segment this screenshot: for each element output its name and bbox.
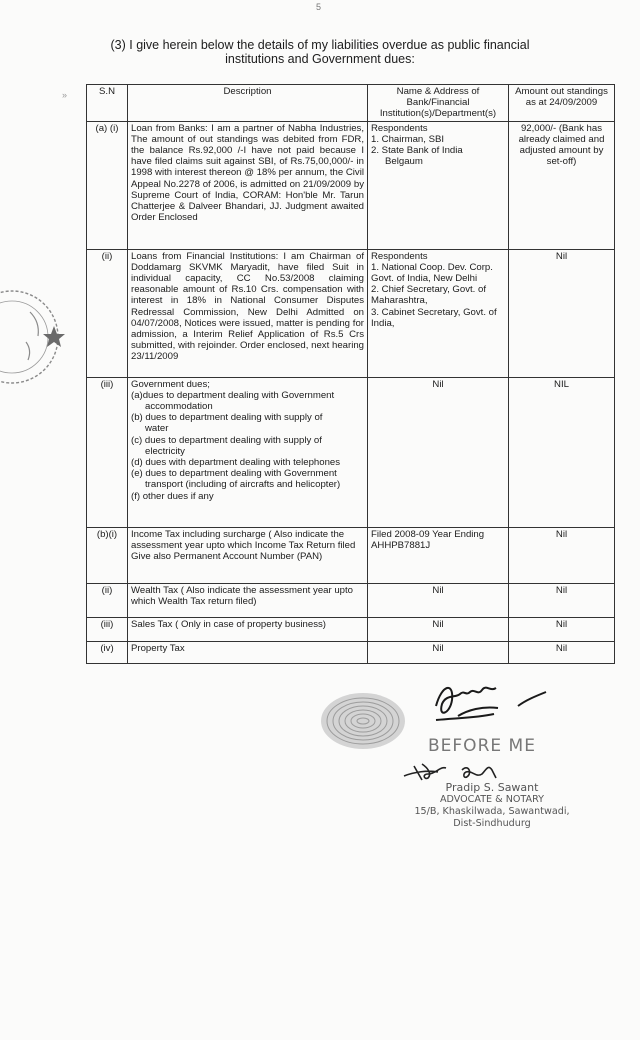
row-b-i-description: Income Tax including surcharge ( Also indicate the assessment year upto which Income Tax Return filed Give also Permanent Account Number (PAN) <box>128 527 368 583</box>
table-row <box>87 583 615 617</box>
row-b-iii-name-address: Nil <box>368 617 509 641</box>
row-a-iii-sn: (iii) <box>87 377 128 527</box>
row-a-ii-description: Loans from Financial Institutions: I am Chairman of Doddamarg SKVMK Maryadit, have filed Suit in individual capacity, CC No.53/2008 claiming reasonable amount of Rs.10 Crs. compensation with interest in 18% in National Consumer Disputes Redressal Commission, New Delhi Admitted on 04/07/2008, Notices were issued, matter is pending for admission, a Interim Relief Application of Rs.5 Crs submitted, with rejoinder. Order enclosed, next hearing 23/11/2009 <box>128 249 368 377</box>
govt-dues-item-c-cont: electricity <box>145 445 185 457</box>
row-a-i-party-2: 2. State Bank of India <box>371 145 463 157</box>
row-a-iii-description <box>128 377 368 527</box>
row-a-iii-name-address: Nil <box>368 377 509 527</box>
row-b-iv-amount: Nil <box>509 641 615 663</box>
header-amount: Amount out standings as at 24/09/2009 <box>509 85 615 122</box>
row-b-ii-name-address: Nil <box>368 583 509 617</box>
row-a-iii-title: Government dues; <box>131 378 210 390</box>
row-b-iii-description: Sales Tax ( Only in case of property business) <box>128 617 368 641</box>
row-a-ii-amount: Nil <box>509 249 615 377</box>
table-header-row <box>87 85 615 122</box>
row-b-i-amount: Nil <box>509 527 615 583</box>
govt-dues-item-c: (c) dues to department dealing with supply of <box>131 434 322 446</box>
notary-address-2: Dist-Sindhudurg <box>453 818 531 829</box>
row-b-i-name-address: Filed 2008-09 Year Ending AHHPB7881J <box>368 527 509 583</box>
row-b-ii-amount: Nil <box>509 583 615 617</box>
table-row <box>87 249 615 377</box>
row-b-iv-description: Property Tax <box>128 641 368 663</box>
notary-designation: ADVOCATE & NOTARY <box>439 794 545 805</box>
row-a-ii-sn: (ii) <box>87 249 128 377</box>
govt-dues-item-a: (a)dues to department dealing with Government <box>131 389 335 401</box>
margin-mark: » <box>62 90 68 100</box>
notary-address-1: 15/B, Khaskilwada, Sawantwadi, <box>414 806 570 817</box>
row-a-iii-amount: NIL <box>509 377 615 527</box>
seal-icon <box>0 282 80 392</box>
row-a-ii-name-address <box>368 249 509 377</box>
row-a-ii-party-3: 3. Cabinet Secretary, Govt. of India, <box>371 306 497 329</box>
notary-name: Pradip S. Sawant <box>445 781 539 794</box>
row-b-iii-sn: (iii) <box>87 617 128 641</box>
heading-line-2: institutions and Government dues: <box>225 52 415 66</box>
govt-dues-item-b: (b) dues to department dealing with supply of <box>131 412 323 424</box>
header-name-address: Name & Address of Bank/Financial Institution(s)/Department(s) <box>368 85 509 122</box>
notary-signature-icon <box>392 756 592 782</box>
header-description: Description <box>128 85 368 122</box>
row-b-iii-amount: Nil <box>509 617 615 641</box>
notary-stamp <box>392 736 592 830</box>
header-sn: S.N <box>87 85 128 122</box>
page-heading <box>80 38 560 66</box>
row-a-i-name-address <box>368 121 509 249</box>
row-b-ii-sn: (ii) <box>87 583 128 617</box>
govt-dues-item-e: (e) dues to department dealing with Government <box>131 468 337 480</box>
row-a-i-party-title: Respondents <box>371 122 428 134</box>
heading-line-1: (3) I give herein below the details of my liabilities overdue as public financial <box>110 38 530 52</box>
row-b-iv-sn: (iv) <box>87 641 128 663</box>
govt-dues-item-a-cont: accommodation <box>145 401 213 413</box>
liabilities-table <box>86 84 615 664</box>
table-row <box>87 121 615 249</box>
row-a-i-sn: (a) (i) <box>87 121 128 249</box>
table-row <box>87 377 615 527</box>
govt-dues-item-e-cont: transport (including of aircrafts and helicopter) <box>145 479 341 491</box>
row-a-i-party-3: Belgaum <box>385 156 423 168</box>
row-a-ii-party-1: 1. National Coop. Dev. Corp. Govt. of India, New Delhi <box>371 261 493 285</box>
row-a-i-amount: 92,000/- (Bank has already claimed and adjusted amount by set-off) <box>509 121 615 249</box>
signature-icon <box>428 676 558 732</box>
row-b-iv-name-address: Nil <box>368 641 509 663</box>
row-b-ii-description: Wealth Tax ( Also indicate the assessment year upto which Wealth Tax return filed) <box>128 583 368 617</box>
row-a-ii-party-title: Respondents <box>371 250 428 262</box>
stamp-title: BEFORE ME <box>428 736 536 756</box>
row-a-i-party-1: 1. Chairman, SBI <box>371 133 445 145</box>
row-a-i-description: Loan from Banks: I am a partner of Nabha Industries, The amount of out standings was debited from FDR, the balance Rs.92,000 /-I have not paid because I have filed claims suit against SBI, of Rs.75,00,000/- in 1998 with interest thereon @ 18% per annum, the Civil Appeal No.2278 of 2006, is admitted on 21/09/2009 by Supreme Court of India, CORAM: Hon'ble Mr. Tarun Chatterjee & Dalveer Bhandari, JJ. Judgment awaited Order Enclosed <box>128 121 368 249</box>
row-a-ii-party-2: 2. Chief Secretary, Govt. of Maharashtra, <box>371 284 486 307</box>
table-row <box>87 527 615 583</box>
govt-dues-item-f: (f) other dues if any <box>131 490 214 502</box>
page-number: 5 <box>316 2 322 12</box>
govt-dues-item-b-cont: water <box>145 423 169 435</box>
row-b-i-sn: (b)(i) <box>87 527 128 583</box>
table-row <box>87 617 615 641</box>
table-row <box>87 641 615 663</box>
govt-dues-item-d: (d) dues with department dealing with telephones <box>131 457 341 469</box>
